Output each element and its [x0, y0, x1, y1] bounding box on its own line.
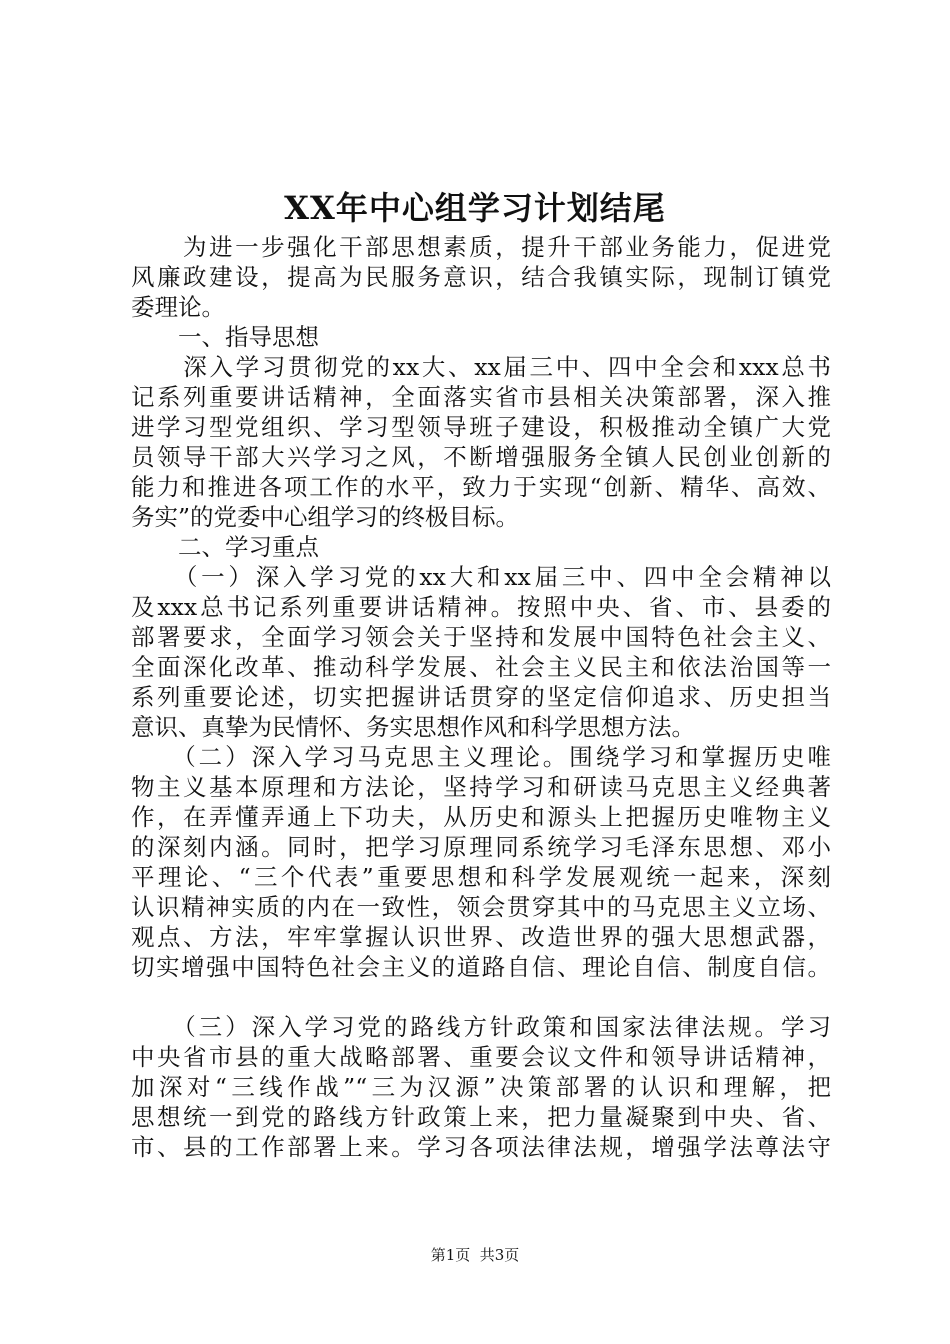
body-line: 全面深化改革、推动科学发展、社会主义民主和依法治国等一: [131, 653, 831, 681]
body-line: 记系列重要讲话精神，全面落实省市县相关决策部署，深入推: [131, 383, 831, 411]
body-line: （二）深入学习马克思主义理论。围绕学习和掌握历史唯: [131, 743, 831, 771]
body-line: （三）深入学习党的路线方针政策和国家法律法规。学习: [131, 1013, 831, 1041]
body-line: 务实”的党委中心组学习的终极目标。: [131, 503, 520, 531]
body-line: 深入学习贯彻党的xx大、xx届三中、四中全会和xxx总书: [131, 353, 831, 381]
body-line: 认识精神实质的内在一致性，领会贯穿其中的马克思主义立场、: [131, 893, 831, 921]
body-line: 及xxx总书记系列重要讲话精神。按照中央、省、市、县委的: [131, 593, 831, 621]
body-line: 的深刻内涵。同时，把学习原理同系统学习毛泽东思想、邓小: [131, 833, 831, 861]
body-line: （一）深入学习党的xx大和xx届三中、四中全会精神以: [131, 563, 831, 591]
body-line: 风廉政建设，提高为民服务意识，结合我镇实际，现制订镇党: [131, 263, 831, 291]
body-line: 为进一步强化干部思想素质，提升干部业务能力，促进党: [131, 233, 831, 261]
body-line: 切实增强中国特色社会主义的道路自信、理论自信、制度自信。: [131, 953, 831, 981]
body-line: 二、学习重点: [131, 533, 319, 561]
body-line: 中央省市县的重大战略部署、重要会议文件和领导讲话精神，: [131, 1043, 831, 1071]
document-title: XX年中心组学习计划结尾: [284, 189, 666, 227]
body-line: 进学习型党组织、学习型领导班子建设，积极推动全镇广大党: [131, 413, 831, 441]
body-line: 作，在弄懂弄通上下功夫，从历史和源头上把握历史唯物主义: [131, 803, 831, 831]
body-line: 委理论。: [131, 293, 225, 321]
blank-line: [131, 982, 831, 1012]
body-line: 加深对“三线作战”“三为汉源”决策部署的认识和理解，把: [131, 1073, 831, 1101]
body-line: 一、指导思想: [131, 323, 319, 351]
body-line: 意识、真挚为民情怀、务实思想作风和科学思想方法。: [131, 713, 695, 741]
body-line: 物主义基本原理和方法论，坚持学习和研读马克思主义经典著: [131, 773, 831, 801]
page-footer: 第1页 共3页: [430, 1246, 520, 1264]
body-line: 平理论、“三个代表”重要思想和科学发展观统一起来，深刻: [131, 863, 831, 891]
body-line: 能力和推进各项工作的水平，致力于实现“创新、精华、高效、: [131, 473, 831, 501]
body-line: 市、县的工作部署上来。学习各项法律法规，增强学法尊法守: [131, 1133, 831, 1161]
body-line: 部署要求，全面学习领会关于坚持和发展中国特色社会主义、: [131, 623, 831, 651]
body-line: 系列重要论述，切实把握讲话贯穿的坚定信仰追求、历史担当: [131, 683, 831, 711]
document-body: [131, 232, 831, 1162]
body-line: 观点、方法，牢牢掌握认识世界、改造世界的强大思想武器，: [131, 923, 831, 951]
body-line: 思想统一到党的路线方针政策上来，把力量凝聚到中央、省、: [131, 1103, 831, 1131]
body-line: 员领导干部大兴学习之风，不断增强服务全镇人民创业创新的: [131, 443, 831, 471]
